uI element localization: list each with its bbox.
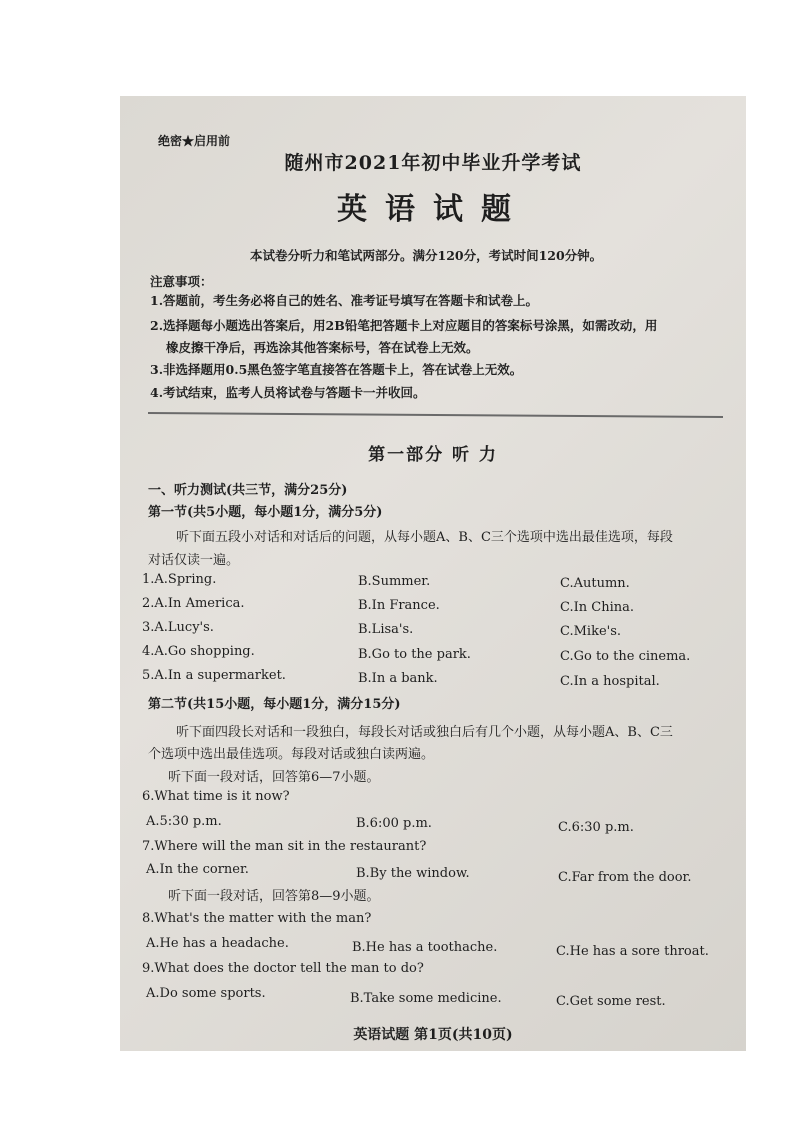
q4-option-b: B.Go to the park. xyxy=(358,647,471,662)
q7-option-c: C.Far from the door. xyxy=(558,870,692,885)
q5-option-a: 5.A.In a supermarket. xyxy=(142,668,286,683)
q3-option-c: C.Mike's. xyxy=(560,624,622,639)
sec2-instruction-cont: 个选项中选出最佳选项。每段对话或独白读两遍。 xyxy=(148,747,435,762)
part-title: 第一部分 听 力 xyxy=(368,445,498,465)
q2-option-c: C.In China. xyxy=(560,600,634,615)
sec1-heading: 第一节(共5小题，每小题1分，满分5分) xyxy=(148,505,383,520)
q5-option-b: B.In a bank. xyxy=(358,671,438,686)
q8-option-a: A.He has a headache. xyxy=(146,936,289,951)
sec2-heading: 第二节(共15小题，每小题1分，满分15分) xyxy=(148,697,401,712)
notice-item: 3.非选择题用0.5黑色签字笔直接答在答题卡上，答在试卷上无效。 xyxy=(150,362,523,377)
q8-option-b: B.He has a toothache. xyxy=(352,940,498,955)
q9-stem: 9.What does the doctor tell the man to do? xyxy=(142,961,424,976)
q3-option-b: B.Lisa's. xyxy=(358,622,414,637)
secret-mark: 绝密★启用前 xyxy=(158,134,231,148)
notice-item: 橡皮擦干净后，再选涂其他答案标号，答在试卷上无效。 xyxy=(166,340,479,355)
q8-stem: 8.What's the matter with the man? xyxy=(142,911,372,926)
q6-option-a: A.5:30 p.m. xyxy=(146,814,222,829)
q6-option-c: C.6:30 p.m. xyxy=(558,820,634,835)
q9-option-b: B.Take some medicine. xyxy=(350,991,502,1006)
notice-item: 1.答题前，考生务必将自己的姓名、准考证号填写在答题卡和试卷上。 xyxy=(150,293,539,308)
q7-stem: 7.Where will the man sit in the restaurant? xyxy=(142,839,427,854)
q9-option-a: A.Do some sports. xyxy=(146,986,266,1001)
divider-line xyxy=(148,412,723,418)
notice-item: 4.考试结束，监考人员将试卷与答题卡一并收回。 xyxy=(150,385,426,400)
q4-option-c: C.Go to the cinema. xyxy=(560,649,691,664)
q5-option-c: C.In a hospital. xyxy=(560,674,660,689)
exam-title: 随州市2021年初中毕业升学考试 xyxy=(284,152,582,174)
sec1-instruction: 听下面五段小对话和对话后的问题，从每小题A、B、C三个选项中选出最佳选项，每段 xyxy=(176,530,673,545)
q1-option-c: C.Autumn. xyxy=(560,576,630,591)
q2-option-a: 2.A.In America. xyxy=(142,596,245,611)
q1-option-a: 1.A.Spring. xyxy=(142,572,217,587)
q3-option-a: 3.A.Lucy's. xyxy=(142,620,214,635)
q7-option-b: B.By the window. xyxy=(356,866,470,881)
q1-option-b: B.Summer. xyxy=(358,574,431,589)
section-heading: 一、听力测试(共三节，满分25分) xyxy=(148,483,348,498)
sec1-instruction-cont: 对话仅读一遍。 xyxy=(148,553,240,568)
q2-option-b: B.In France. xyxy=(358,598,440,613)
q6-option-b: B.6:00 p.m. xyxy=(356,816,432,831)
q7-option-a: A.In the corner. xyxy=(146,862,249,877)
q9-option-c: C.Get some rest. xyxy=(556,994,666,1009)
subject-title: 英语试题 xyxy=(337,192,529,227)
exam-paper xyxy=(120,96,746,1051)
notice-heading: 注意事项： xyxy=(150,274,213,289)
q6-stem: 6.What time is it now? xyxy=(142,789,290,804)
notice-item: 2.选择题每小题选出答案后，用2B铅笔把答题卡上对应题目的答案标号涂黑，如需改动，用 xyxy=(150,318,658,333)
lead-q6-7: 听下面一段对话，回答第6—7小题。 xyxy=(168,770,380,785)
q8-option-c: C.He has a sore throat. xyxy=(556,944,709,959)
lead-q8-9: 听下面一段对话，回答第8—9小题。 xyxy=(168,889,380,904)
q4-option-a: 4.A.Go shopping. xyxy=(142,644,255,659)
exam-intro: 本试卷分听力和笔试两部分。满分120分，考试时间120分钟。 xyxy=(250,248,603,263)
sec2-instruction: 听下面四段长对话和一段独白，每段长对话或独白后有几个小题，从每小题A、B、C三 xyxy=(176,725,673,740)
page-footer: 英语试题 第1页(共10页) xyxy=(353,1027,513,1043)
